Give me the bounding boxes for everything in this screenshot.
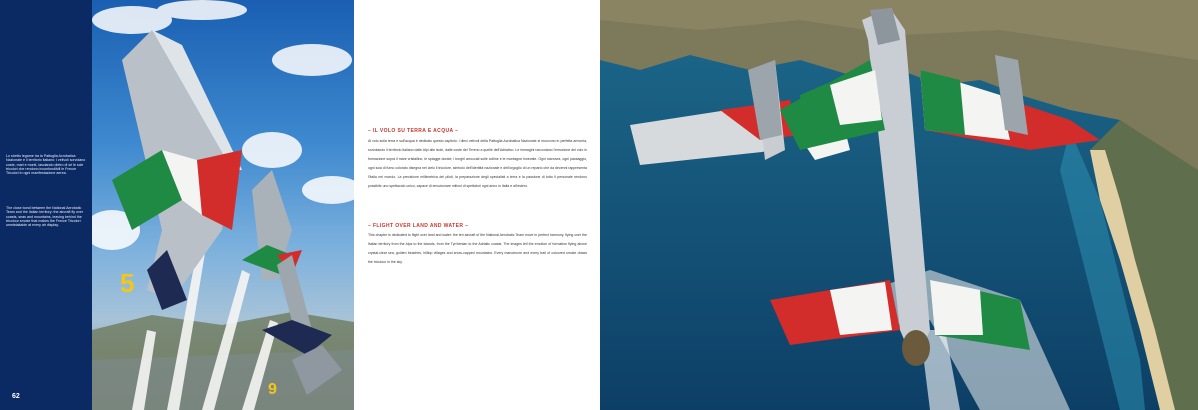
photo-formation-climb-art [92, 0, 354, 410]
section-title-italian: – IL VOLO SU TERRA E ACQUA – [368, 128, 459, 134]
jet-number-5 [112, 30, 242, 310]
jet-number-label: 6 [945, 107, 953, 123]
caption-band [0, 0, 92, 410]
jet-number-label: 9 [268, 381, 277, 398]
jet-number-label: 5 [120, 268, 135, 298]
photo-formation-climb [92, 0, 354, 410]
section-title-english: – FLIGHT OVER LAND AND WATER – [368, 223, 469, 229]
caption-italian: Lo stretto legame tra la Pattuglia Acrobatica Nazionale e il territorio italiano: i velivoli sorvolano coste, mari e monti, lasciando dietro di sé le scie tricolori che rendono inconfondibili le Frecce Tricolori in ogni manifestazione aerea. [6, 154, 86, 176]
page-number: 62 [12, 393, 20, 400]
text-page [354, 0, 600, 410]
photo-coastal-pair-art [600, 0, 1198, 410]
photo-coastal-pair [600, 0, 1198, 410]
section-body-italian: Al volo sulla terra e sull'acqua è dedicato questo capitolo: i dieci velivoli della Pattuglia Acrobatica Nazionale si muovono in perfetta armonia, sorvolando il territorio italiano dalle Alpi alle isole, dalle coste del Tirreno a quelle dell'Adriatico. Le immagini raccontano l'emozione del volo in formazione sopra il mare cristallino, le spiagge dorate, i borghi arroccati sulle colline e le montagne innevate. Ogni manovra, ogni passaggio, ogni scia di fumo colorato disegna nel cielo il tricolore, simbolo dell'identità nazionale e dell'orgoglio di un reparto che da decenni rappresenta l'Italia nel mondo. La precisione millimetrica dei piloti, la preparazione degli specialisti a terra e la passione di tutto il personale rendono possibile uno spettacolo unico, capace di emozionare milioni di spettatori ogni anno in Italia e all'estero. [368, 139, 587, 188]
section-body-english: This chapter is dedicated to flight over land and water: the ten aircraft of the National Aerobatic Team move in perfect harmony, flying over the Italian territory from the Alps to the islands, from the Tyrrhenian to the Adriatic coasts. The images tell the emotion of formation flying above crystal-clear sea, golden beaches, hilltop villages and snow-capped mountains. Every manoeuvre and every trail of coloured smoke draws the tricolour in the sky. [368, 233, 587, 264]
caption-english: The close bond between the National Aerobatic Team and the Italian territory: the aircraft fly over coasts, seas and mountains, leaving behind the tricolour smoke that makes the Frecce Tricolori unmistakable at every air display. [6, 206, 84, 228]
